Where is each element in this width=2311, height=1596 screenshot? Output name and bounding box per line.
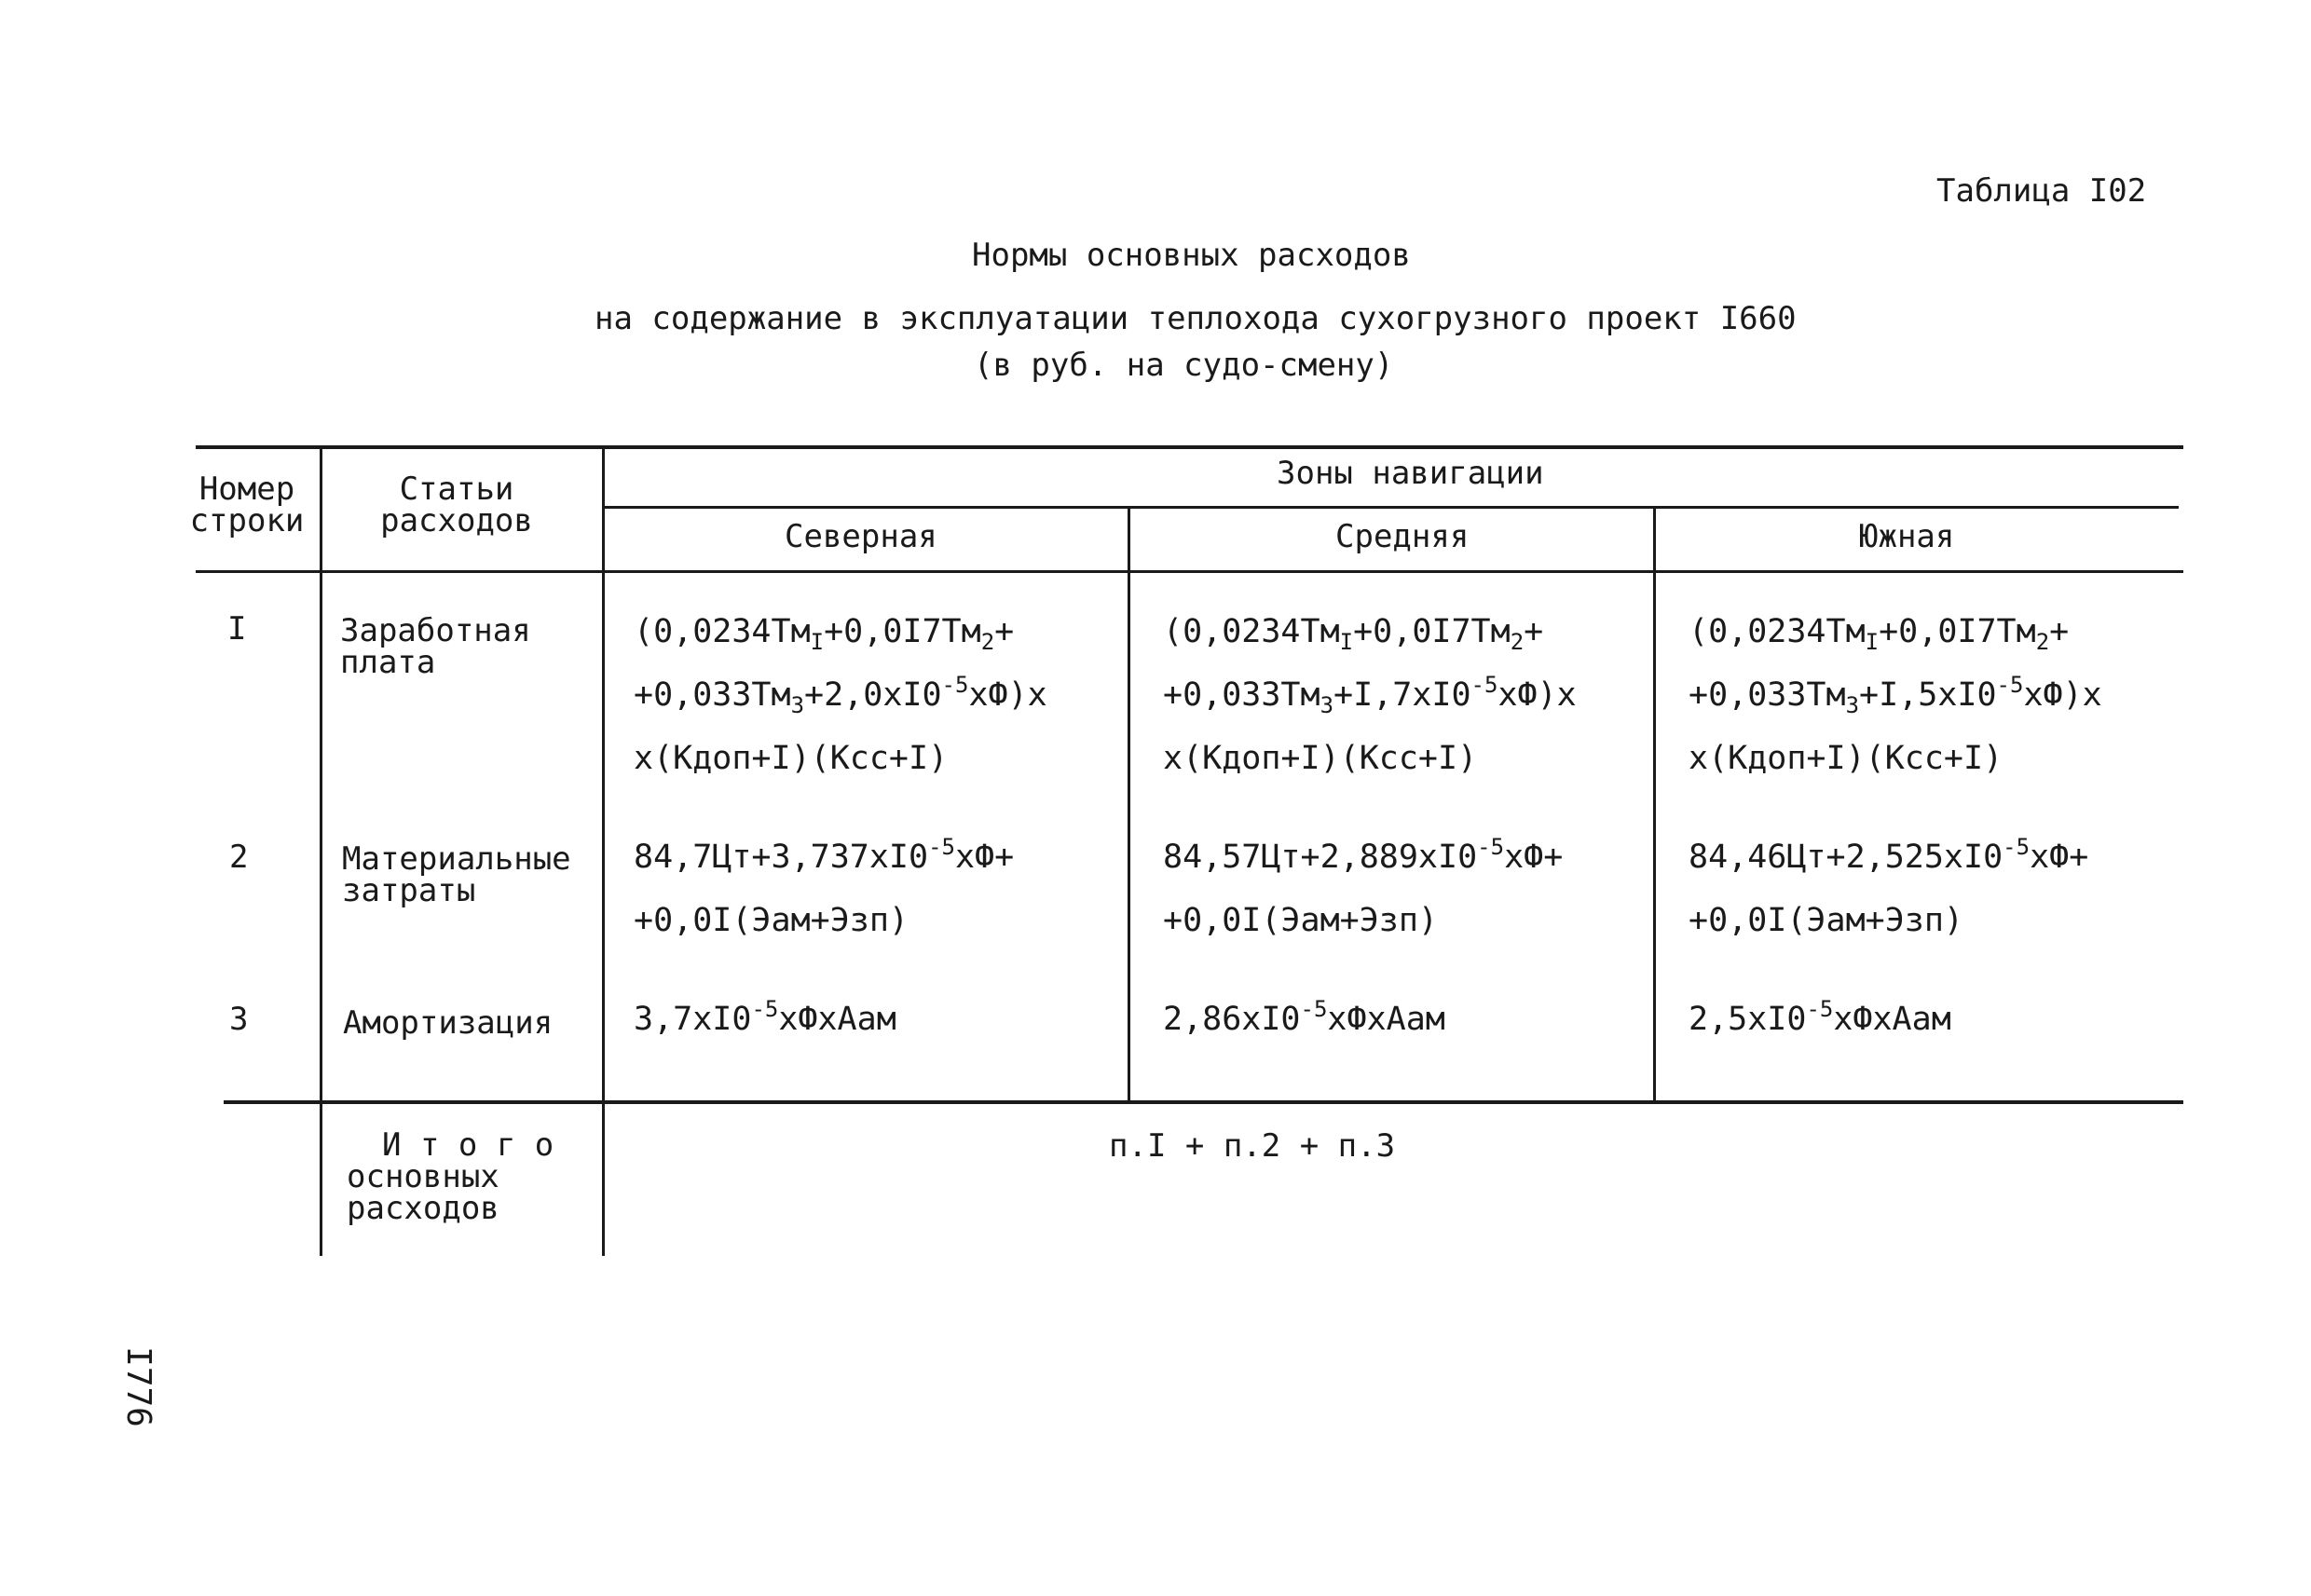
row-2-item: Материальные затраты [342, 840, 571, 909]
row-3-item: Амортизация [343, 1004, 554, 1042]
header-bottom-rule [196, 570, 2183, 573]
table-top-rule [196, 445, 2183, 449]
row-3-south-formula: $2,5хI0^{-5}хФхАам$ [1689, 996, 1951, 1038]
row-3-middle-formula: $2,86хI0^{-5}хФхАам$ [1163, 996, 1445, 1038]
header-items: Статьи расходов [380, 471, 533, 539]
title-line-3: (в руб. на судо-смену) [974, 347, 1394, 384]
header-row-number: Номер строки [189, 471, 305, 539]
col-divider-3 [1128, 506, 1130, 1102]
row-2-middle-formula: $84,57Цт+2,889хI0^{-5}хФ+$ +0,0I(Эам+Эзп) [1163, 834, 1564, 939]
row-1-north-formula: ($0,0234Тм_I+0,0I7Тм_2+$ $+0,033Тм_3+2,0хI0^{-5}хФ)х$ х(Кдоп+I)(Ксс+I) [634, 613, 1047, 777]
row-2-north-formula: $84,7Цт+3,737хI0^{-5}хФ+$ +0,0I(Эам+Эзп) [634, 834, 1015, 939]
row-2-number: 2 [229, 839, 249, 876]
total-label: И т о г о основных расходов [347, 1126, 554, 1227]
row-1-middle-formula: ($0,0234Тм_I+0,0I7Тм_2+$ $+0,033Тм_3+I,7хI0^{-5}хФ)х$ х(Кдоп+I)(Ксс+I) [1163, 613, 1577, 777]
row-1-item: Заработная плата [340, 612, 531, 681]
title-line-2: на содержание в эксплуатации теплохода сухогрузного проект I660 [595, 300, 1797, 337]
table-label: Таблица I02 [1936, 172, 2147, 210]
header-zone-north: Северная [785, 518, 937, 555]
title-line-1: Нормы основных расходов [972, 237, 1411, 274]
page-number: I776 [118, 1346, 157, 1427]
row-1-number: I [227, 610, 247, 648]
zones-divider-rule [604, 506, 2179, 509]
row-3-number: 3 [229, 1001, 249, 1038]
header-zones: Зоны навигации [1277, 455, 1544, 492]
col-divider-2 [602, 445, 605, 1256]
col-divider-4 [1653, 506, 1656, 1102]
body-bottom-rule [224, 1100, 2183, 1104]
row-2-south-formula: $84,46Цт+2,525хI0^{-5}хФ+$ +0,0I(Эам+Эзп) [1689, 834, 2089, 939]
row-1-south-formula: ($0,0234Тм_I+0,0I7Тм_2+$ $+0,033Тм_3+I,5хI0^{-5}хФ)х$ х(Кдоп+I)(Ксс+I) [1689, 613, 2102, 777]
row-3-north-formula: $3,7хI0^{-5}хФхАам$ [634, 996, 896, 1038]
col-divider-1 [320, 445, 322, 1256]
total-formula: п.I + п.2 + п.3 [1109, 1127, 1396, 1165]
header-zone-south: Южная [1859, 518, 1955, 555]
header-zone-middle: Средняя [1335, 518, 1470, 555]
